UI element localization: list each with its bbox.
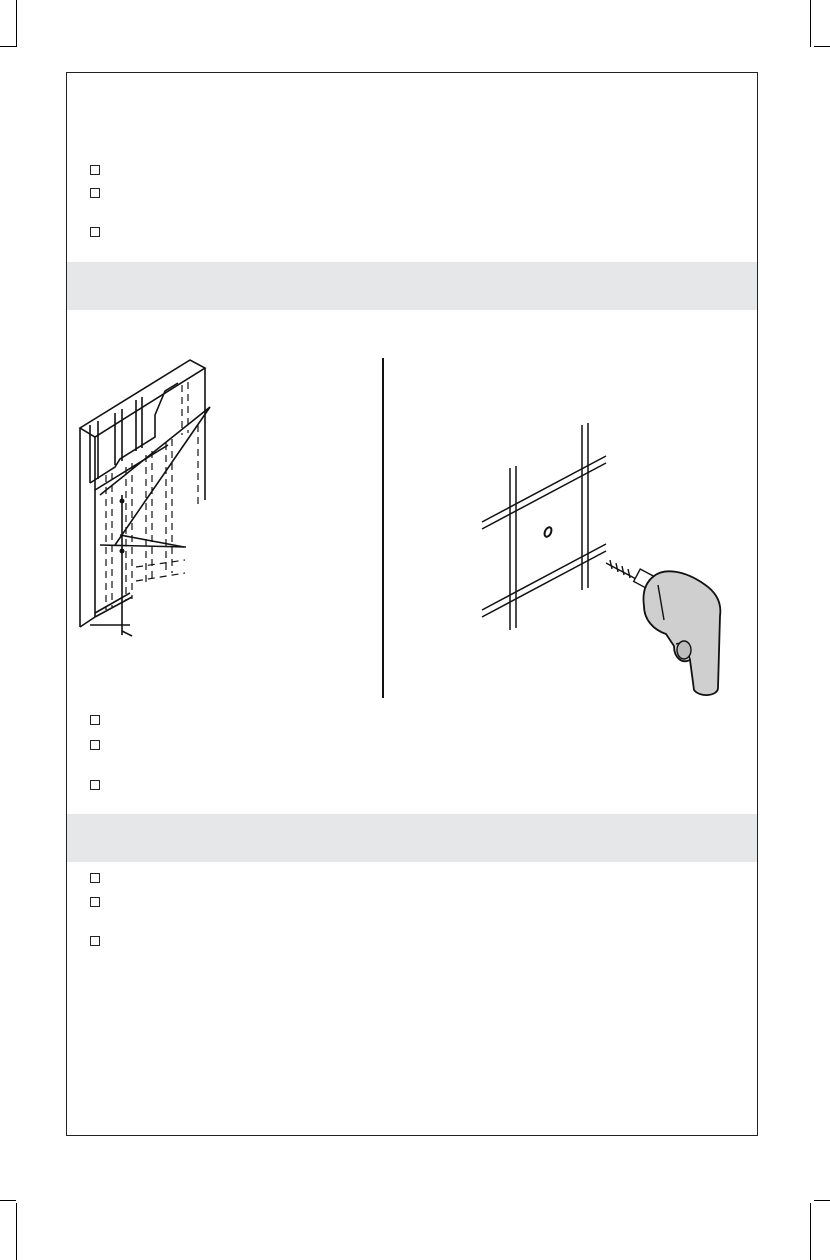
checkbox-3-3[interactable] <box>90 936 100 946</box>
wall-framing-illustration <box>70 355 230 645</box>
checkbox-2-1[interactable] <box>90 715 100 725</box>
crop-mark-bottom-right-h <box>814 1200 830 1201</box>
crop-mark-top-left-h <box>0 46 16 47</box>
crop-mark-top-right-v <box>810 0 811 47</box>
checkbox-1-3[interactable] <box>90 227 100 237</box>
checkbox-3-1[interactable] <box>90 873 100 883</box>
figure-divider <box>382 358 384 698</box>
checkbox-1-1[interactable] <box>90 165 100 175</box>
checkbox-3-2[interactable] <box>90 897 100 907</box>
crop-mark-bottom-left-h <box>0 1200 16 1201</box>
crop-mark-top-left-v <box>16 0 17 47</box>
crop-mark-top-right-h <box>814 46 830 47</box>
section-2-header <box>67 262 757 310</box>
crop-mark-bottom-left-v <box>16 1203 17 1260</box>
checkbox-1-2[interactable] <box>90 188 100 198</box>
section-3-header <box>67 814 757 862</box>
checkbox-2-2[interactable] <box>90 740 100 750</box>
tile-drilling-illustration <box>478 420 730 700</box>
crop-mark-bottom-right-v <box>810 1203 811 1260</box>
drill-body-shape <box>643 571 720 695</box>
checkbox-2-3[interactable] <box>90 780 100 790</box>
